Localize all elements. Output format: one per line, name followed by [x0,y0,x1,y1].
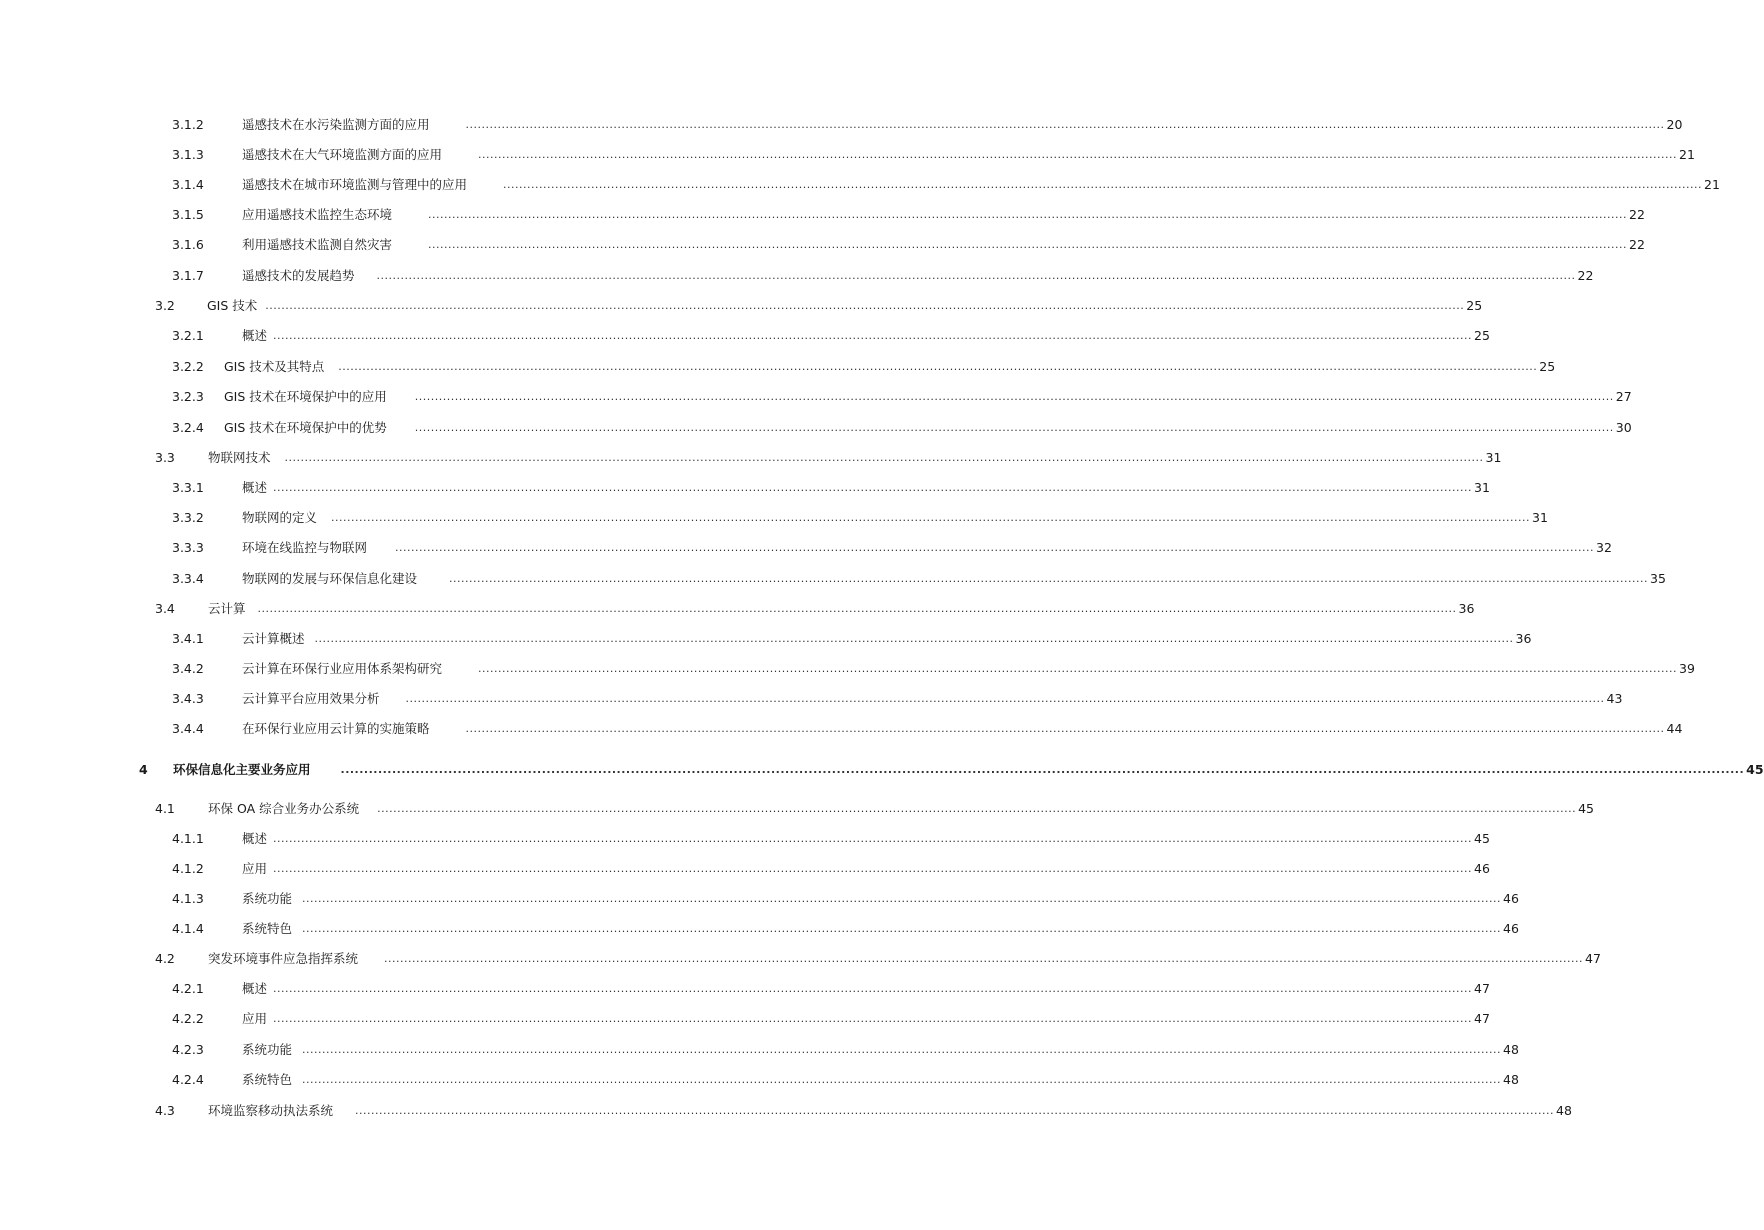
toc-page: 22 [1629,237,1645,252]
toc-number: 3.2 [155,298,175,313]
dot-leader: ............................................................................................................................................................................................................................................................................................................ [273,982,1472,995]
toc-title: 突发环境事件应急指挥系统 [208,951,359,966]
toc-number: 3.4.4 [172,721,204,736]
toc-page: 36 [1515,631,1532,646]
toc-number: 3.4 [155,601,175,616]
dot-leader: ............................................................................................................................................................................................................................................................................................................ [428,208,1627,221]
dot-leader: ............................................................................................................................................................................................................................................................................................................ [257,602,1457,615]
toc-number: 3.2.3 [172,389,204,404]
dot-leader: ............................................................................................................................................................................................................................................................................................................ [302,892,1501,905]
toc-number: 4.1.4 [172,921,204,936]
dot-leader: ............................................................................................................................................................................................................................................................................................................ [284,451,1484,464]
toc-title: GIS 技术及其特点 [224,359,325,374]
toc-page: 22 [1577,268,1594,283]
dot-leader: ............................................................................................................................................................................................................................................................................................................ [273,481,1472,494]
toc-page: 43 [1606,691,1623,706]
toc-page: 48 [1556,1103,1572,1118]
dot-leader: ............................................................................................................................................................................................................................................................................................................ [465,118,1665,131]
toc-number: 3.1.3 [172,147,204,162]
toc-title: 应用 [242,1011,268,1026]
toc-page: 25 [1474,328,1490,343]
toc-title: 概述 [242,328,268,343]
toc-entry[interactable] [155,1100,1572,1122]
toc-entry[interactable] [155,295,1483,317]
toc-entry[interactable] [172,417,1632,439]
dot-leader: ............................................................................................................................................................................................................................................................................................................ [265,299,1465,312]
toc-page: 25 [1539,359,1556,374]
toc-title: 系统特色 [242,1072,293,1087]
toc-entry[interactable] [172,204,1645,226]
dot-leader: ............................................................................................................................................................................................................................................................................................................ [273,862,1472,875]
toc-entry[interactable] [172,688,1623,710]
toc-page: 45 [1746,762,1764,777]
toc-page: 36 [1458,601,1475,616]
toc-page: 39 [1679,661,1695,676]
dot-leader: ............................................................................................................................................................................................................................................................................................................ [302,922,1501,935]
toc-entry[interactable] [172,507,1548,529]
toc-title: 利用遥感技术监测自然灾害 [242,237,393,252]
toc-entry[interactable] [172,918,1519,940]
toc-title: 遥感技术在城市环境监测与管理中的应用 [242,177,468,192]
toc-title: 物联网的发展与环保信息化建设 [242,571,418,586]
toc-number: 4.1.2 [172,861,204,876]
toc-number: 4.1.1 [172,831,204,846]
toc-number: 3.3.3 [172,540,204,555]
toc-title: 云计算平台应用效果分析 [242,691,380,706]
toc-entry[interactable] [172,718,1683,740]
toc-entry[interactable] [172,628,1532,650]
toc-page: 22 [1629,207,1645,222]
toc-title: 概述 [242,981,268,996]
toc-number: 4.2.3 [172,1042,204,1057]
toc-number: 3.1.4 [172,177,204,192]
toc-number: 3.3.4 [172,571,204,586]
toc-number: 3.3 [155,450,175,465]
toc-page: 30 [1615,420,1632,435]
toc-title: 遥感技术在大气环境监测方面的应用 [242,147,443,162]
toc-entry[interactable] [172,658,1695,680]
toc-number: 4.1 [155,801,175,816]
toc-title: 系统特色 [242,921,293,936]
toc-page: 48 [1503,1072,1519,1087]
toc-title: 物联网技术 [208,450,271,465]
toc-number: 3.1.5 [172,207,204,222]
toc-title: 环保信息化主要业务应用 [173,762,311,777]
toc-page: 46 [1503,921,1519,936]
toc-title: 环境监察移动执法系统 [208,1103,334,1118]
toc-number: 4.2 [155,951,175,966]
toc-entry[interactable] [172,828,1490,850]
dot-leader: ............................................................................................................................................................................................................................................................................................................ [503,178,1702,191]
toc-title: 系统功能 [242,1042,293,1057]
toc-entry[interactable] [172,265,1594,287]
toc-title: 应用 [242,861,268,876]
toc-entry[interactable] [155,948,1601,970]
dot-leader: ............................................................................................................................................................................................................................................................................................................ [395,541,1594,554]
toc-page: 20 [1666,117,1683,132]
toc-number: 3.4.2 [172,661,204,676]
toc-title: GIS 技术 [207,298,258,313]
dot-leader: ............................................................................................................................................................................................................................................................................................................ [273,832,1472,845]
dot-leader: ............................................................................................................................................................................................................................................................................................................ [478,148,1677,161]
toc-title: 云计算 [208,601,246,616]
toc-title: 环境在线监控与物联网 [242,540,368,555]
toc-entry[interactable] [172,978,1490,1000]
toc-number: 3.4.1 [172,631,204,646]
toc-number: 3.1.6 [172,237,204,252]
toc-page: 45 [1474,831,1490,846]
toc-title: 系统功能 [242,891,293,906]
toc-entry[interactable] [172,114,1683,136]
toc-title: 云计算概述 [242,631,305,646]
dot-leader: ............................................................................................................................................................................................................................................................................................................ [331,511,1530,524]
toc-page: 46 [1503,891,1519,906]
toc-title: GIS 技术在环境保护中的优势 [224,420,387,435]
dot-leader: ............................................................................................................................................................................................................................................................................................................ [302,1043,1501,1056]
toc-chapter-entry[interactable] [139,759,1764,781]
dot-leader: ............................................................................................................................................................................................................................................................................................................ [314,632,1514,645]
toc-entry[interactable] [172,1039,1519,1061]
toc-title: 在环保行业应用云计算的实施策略 [242,721,430,736]
toc-number: 3.1.2 [172,117,204,132]
toc-entry[interactable] [172,537,1612,559]
dot-leader: ............................................................................................................................................................................................................................................................................................................ [414,421,1614,434]
toc-number: 4.2.4 [172,1072,204,1087]
toc-entry[interactable] [172,1008,1490,1030]
toc-page: 47 [1474,981,1490,996]
toc-entry[interactable] [172,174,1720,196]
toc-number: 4.2.2 [172,1011,204,1026]
toc-title: 概述 [242,831,268,846]
toc-title: 物联网的定义 [242,510,318,525]
toc-title: 遥感技术的发展趋势 [242,268,355,283]
toc-page: 47 [1585,951,1601,966]
toc-number: 4.2.1 [172,981,204,996]
toc-number: 3.3.2 [172,510,204,525]
dot-leader: ............................................................................................................................................................................................................................................................................................................ [478,662,1677,675]
dot-leader: ............................................................................................................................................................................................................................................................................................................ [414,390,1614,403]
toc-page: 32 [1596,540,1612,555]
toc-entry[interactable] [172,1069,1519,1091]
toc-number: 3.3.1 [172,480,204,495]
toc-title: GIS 技术在环境保护中的应用 [224,389,387,404]
toc-entry[interactable] [172,144,1695,166]
dot-leader: ............................................................................................................................................................................................................................................................................................................ [273,1012,1472,1025]
toc-number: 3.2.1 [172,328,204,343]
toc-page: 46 [1474,861,1490,876]
toc-page: 35 [1650,571,1666,586]
dot-leader: ............................................................................................................................................................................................................................................................................................................ [355,1104,1554,1117]
dot-leader: ............................................................................................................................................................................................................................................................................................................ [376,269,1576,282]
toc-entry[interactable] [172,858,1490,880]
dot-leader: ............................................................................................................................................................................................................................................................................................................ [449,572,1648,585]
toc-entry[interactable] [155,598,1475,620]
dot-leader: ............................................................................................................................................................................................................................................................................................................ [377,802,1577,815]
dot-leader: ............................................................................................................................................................................................................................................................................................................ [384,952,1583,965]
dot-leader: ............................................................................................................................................................................................................................................................................................................ [428,238,1627,251]
toc-page: 27 [1615,389,1632,404]
toc-page: 31 [1485,450,1502,465]
toc-title: 概述 [242,480,268,495]
toc-number: 3.2.2 [172,359,204,374]
toc-title: 云计算在环保行业应用体系架构研究 [242,661,443,676]
toc-entry[interactable] [172,568,1666,590]
toc-entry[interactable] [172,477,1490,499]
toc-page: 48 [1503,1042,1519,1057]
toc-number: 4 [139,762,148,777]
toc-number: 4.3 [155,1103,175,1118]
toc-number: 3.4.3 [172,691,204,706]
toc-page: 45 [1578,801,1595,816]
toc-page: 31 [1532,510,1548,525]
toc-entry[interactable] [172,325,1490,347]
toc-page: 31 [1474,480,1490,495]
toc-entry[interactable] [172,386,1632,408]
toc-page: 21 [1679,147,1695,162]
toc-entry[interactable] [155,798,1595,820]
toc-number: 3.1.7 [172,268,204,283]
dot-leader: ............................................................................................................................................................................................................................................................................................................ [465,722,1665,735]
toc-number: 4.1.3 [172,891,204,906]
toc-page: 25 [1466,298,1483,313]
toc-entry[interactable] [155,447,1502,469]
toc-title: 环保 OA 综合业务办公系统 [208,801,360,816]
dot-leader: ............................................................................................................................................................................................................................................................................................................ [338,360,1538,373]
toc-title: 应用遥感技术监控生态环境 [242,207,393,222]
toc-page: 47 [1474,1011,1490,1026]
toc-page: 21 [1704,177,1720,192]
dot-leader: ............................................................................................................................................................................................................................................................................................................ [405,692,1605,705]
toc-title: 遥感技术在水污染监测方面的应用 [242,117,430,132]
toc-number: 3.2.4 [172,420,204,435]
toc-entry[interactable] [172,234,1645,256]
toc-page: 44 [1666,721,1683,736]
dot-leader: ............................................................................................................................................................................................................................................................................................................ [273,329,1472,342]
dot-leader: ............................................................................................................................................................................................................................................................................................................ [302,1073,1501,1086]
toc-entry[interactable] [172,888,1519,910]
dot-leader: ............................................................................................................................................................................................................................................................................................................ [340,763,1745,776]
toc-entry[interactable] [172,356,1556,378]
